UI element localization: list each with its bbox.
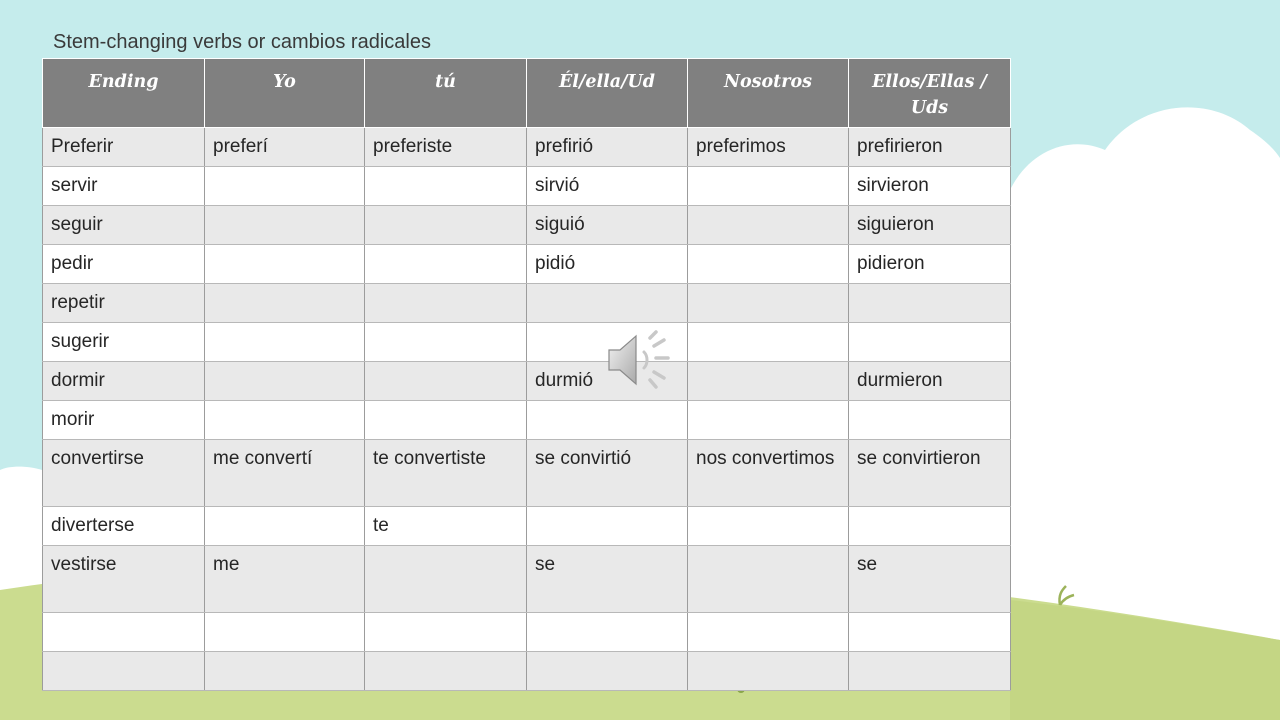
table-cell[interactable]: morir (43, 401, 205, 440)
table-cell[interactable]: siguieron (849, 206, 1011, 245)
table-cell[interactable]: convertirse (43, 440, 205, 507)
table-cell[interactable] (688, 652, 849, 691)
table-cell[interactable]: preferiste (365, 128, 527, 167)
table-cell[interactable]: siguió (527, 206, 688, 245)
table-cell[interactable]: me convertí (205, 440, 365, 507)
table-row (43, 167, 1011, 206)
slide-title: Stem-changing verbs or cambios radicales (53, 31, 431, 53)
table-cell[interactable] (365, 401, 527, 440)
table-cell[interactable] (365, 323, 527, 362)
table-cell[interactable]: se (849, 546, 1011, 613)
table-row (43, 245, 1011, 284)
table-cell[interactable]: servir (43, 167, 205, 206)
table-cell[interactable] (688, 323, 849, 362)
table-cell[interactable] (205, 613, 365, 652)
table-cell[interactable] (688, 613, 849, 652)
table-row (43, 652, 1011, 691)
table-cell[interactable]: te convertiste (365, 440, 527, 507)
table-cell[interactable] (205, 284, 365, 323)
table-cell[interactable] (527, 284, 688, 323)
table-cell[interactable] (205, 206, 365, 245)
table-cell[interactable] (205, 652, 365, 691)
table-cell[interactable]: durmieron (849, 362, 1011, 401)
table-cell[interactable] (527, 507, 688, 546)
table-cell[interactable]: preferí (205, 128, 365, 167)
conjugation-table (42, 58, 1011, 691)
table-cell[interactable]: te (365, 507, 527, 546)
table-cell[interactable] (688, 284, 849, 323)
table-cell[interactable] (849, 652, 1011, 691)
table-cell[interactable] (849, 284, 1011, 323)
table-cell[interactable] (688, 245, 849, 284)
table-cell[interactable]: Preferir (43, 128, 205, 167)
table-row (43, 401, 1011, 440)
table-cell[interactable] (365, 245, 527, 284)
table-cell[interactable] (365, 362, 527, 401)
table-cell[interactable] (527, 613, 688, 652)
table-cell[interactable] (205, 362, 365, 401)
table-cell[interactable]: me (205, 546, 365, 613)
table-cell[interactable] (688, 167, 849, 206)
table-cell[interactable]: sirvieron (849, 167, 1011, 206)
table-cell[interactable]: sugerir (43, 323, 205, 362)
table-cell[interactable]: vestirse (43, 546, 205, 613)
table-cell[interactable] (688, 206, 849, 245)
table-cell[interactable] (365, 652, 527, 691)
speaker-icon[interactable] (606, 330, 674, 390)
table-cell[interactable]: se convirtió (527, 440, 688, 507)
header-yo: Yo (205, 59, 365, 128)
table-cell[interactable] (365, 613, 527, 652)
table-cell[interactable] (849, 613, 1011, 652)
header-nosotros: Nosotros (688, 59, 849, 128)
table-row (43, 613, 1011, 652)
table-cell[interactable] (205, 167, 365, 206)
table-cell[interactable] (849, 401, 1011, 440)
header-el-ella-ud: Él/ella/Ud (527, 59, 688, 128)
table-cell[interactable]: prefirieron (849, 128, 1011, 167)
table-cell[interactable] (365, 546, 527, 613)
table-cell[interactable] (688, 546, 849, 613)
table-row (43, 323, 1011, 362)
header-ending: Ending (43, 59, 205, 128)
table-cell[interactable]: pedir (43, 245, 205, 284)
table-cell[interactable] (205, 507, 365, 546)
table-cell[interactable]: preferimos (688, 128, 849, 167)
table-cell[interactable]: diverterse (43, 507, 205, 546)
header-tu: tú (365, 59, 527, 128)
table-cell[interactable]: sirvió (527, 167, 688, 206)
table-row (43, 546, 1011, 613)
table-cell[interactable] (849, 323, 1011, 362)
table-cell[interactable] (205, 323, 365, 362)
table-cell[interactable] (688, 362, 849, 401)
header-ellos-ellas-uds: Ellos/Ellas / Uds (849, 59, 1011, 128)
table-cell[interactable]: prefirió (527, 128, 688, 167)
table-row (43, 284, 1011, 323)
table-cell[interactable]: dormir (43, 362, 205, 401)
table-cell[interactable] (365, 206, 527, 245)
table-cell[interactable]: seguir (43, 206, 205, 245)
table-cell[interactable]: pidió (527, 245, 688, 284)
table-cell[interactable] (365, 167, 527, 206)
table-cell[interactable] (365, 284, 527, 323)
table-cell[interactable]: se convirtieron (849, 440, 1011, 507)
table-cell[interactable] (849, 507, 1011, 546)
table-row (43, 128, 1011, 167)
table-cell[interactable] (205, 245, 365, 284)
table-cell[interactable] (688, 507, 849, 546)
table-cell[interactable]: durmió (527, 362, 688, 401)
table-cell[interactable]: repetir (43, 284, 205, 323)
table-cell[interactable] (43, 613, 205, 652)
table-cell[interactable] (43, 652, 205, 691)
table-row (43, 206, 1011, 245)
table-cell[interactable] (527, 401, 688, 440)
table-cell[interactable]: nos convertimos (688, 440, 849, 507)
table-cell[interactable] (527, 652, 688, 691)
table-row (43, 507, 1011, 546)
table-row (43, 362, 1011, 401)
table-cell[interactable]: pidieron (849, 245, 1011, 284)
table-row (43, 440, 1011, 507)
table-cell[interactable]: se (527, 546, 688, 613)
table-header-row (43, 59, 1011, 128)
table-cell[interactable] (205, 401, 365, 440)
table-cell[interactable] (688, 401, 849, 440)
